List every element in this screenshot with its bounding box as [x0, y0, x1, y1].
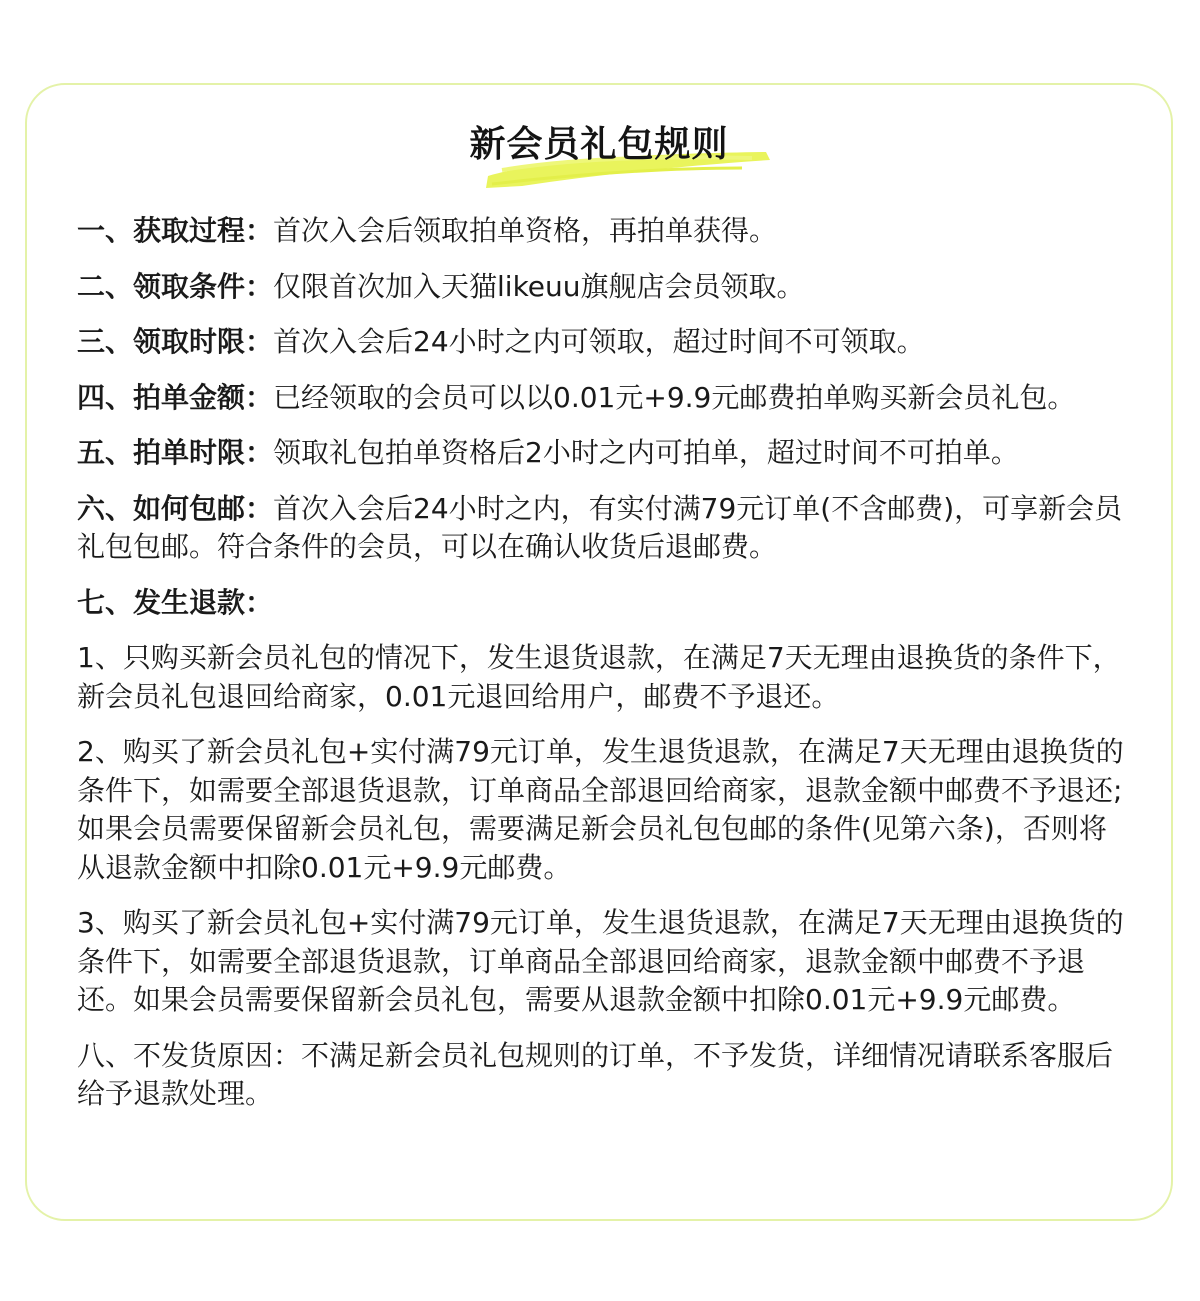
rule-item	[77, 379, 1127, 418]
title-area	[27, 112, 1171, 192]
rule-label: 五、拍单时限：	[77, 436, 274, 469]
rule-text: 领取礼包拍单资格后2小时之内可拍单，超过时间不可拍单。	[273, 436, 1019, 469]
rule-label: 一、获取过程：	[77, 214, 274, 247]
rule-label: 七、发生退款：	[77, 585, 274, 619]
rule-text: 已经领取的会员可以以0.01元+9.9元邮费拍单购买新会员礼包。	[273, 380, 1076, 414]
rule-item	[77, 584, 1127, 623]
rule-item	[77, 212, 1127, 251]
rule-item	[77, 434, 1127, 473]
refund-item: 2、购买了新会员礼包+实付满79元订单，发生退货退款，在满足7天无理由退换货的条件下，如需要全部退货退款，订单商品全部退回给商家，退款金额中邮费不予退还;如果会员需要保留新会员礼包，需要满足新会员礼包包邮的条件(见第六条)，否则将从退款金额中扣除0.01元+9.9元邮费。	[77, 735, 1124, 884]
rule-item	[77, 490, 1127, 567]
rule-label: 六、如何包邮：	[77, 491, 274, 525]
rule-label: 四、拍单金额：	[77, 380, 274, 414]
rule-label: 八、不发货原因：	[77, 1038, 302, 1072]
rule-label: 二、领取条件：	[77, 269, 274, 303]
refund-item: 3、购买了新会员礼包+实付满79元订单，发生退货退款，在满足7天无理由退换货的条件下，如需要全部退货退款，订单商品全部退回给商家，退款金额中邮费不予退还。如果会员需要保留新会员礼包，需要从退款金额中扣除0.01元+9.9元邮费。	[77, 906, 1124, 1016]
page-title: 新会员礼包规则	[469, 124, 729, 165]
rule-item	[77, 268, 1127, 307]
rules-list	[77, 212, 1127, 1131]
rule-text: 首次入会后24小时之内，有实付满79元订单(不含邮费)，可享新会员礼包包邮。符合条件的会员，可以在确认收货后退邮费。	[77, 491, 1123, 563]
rule-text: 首次入会后领取拍单资格，再拍单获得。	[273, 214, 778, 247]
rule-label: 三、领取时限：	[77, 325, 274, 358]
rule-text: 不满足新会员礼包规则的订单，不予发货，详细情况请联系客服后给予退款处理。	[77, 1038, 1114, 1110]
rule-item	[77, 1037, 1127, 1114]
rule-text: 仅限首次加入天猫likeuu旗舰店会员领取。	[273, 269, 805, 303]
refund-item: 1、只购买新会员礼包的情况下，发生退货退款，在满足7天无理由退换货的条件下，新会员礼包退回给商家，0.01元退回给用户，邮费不予退还。	[77, 641, 1121, 713]
rule-text: 首次入会后24小时之内可领取，超过时间不可领取。	[273, 325, 925, 358]
rule-item	[77, 323, 1127, 362]
